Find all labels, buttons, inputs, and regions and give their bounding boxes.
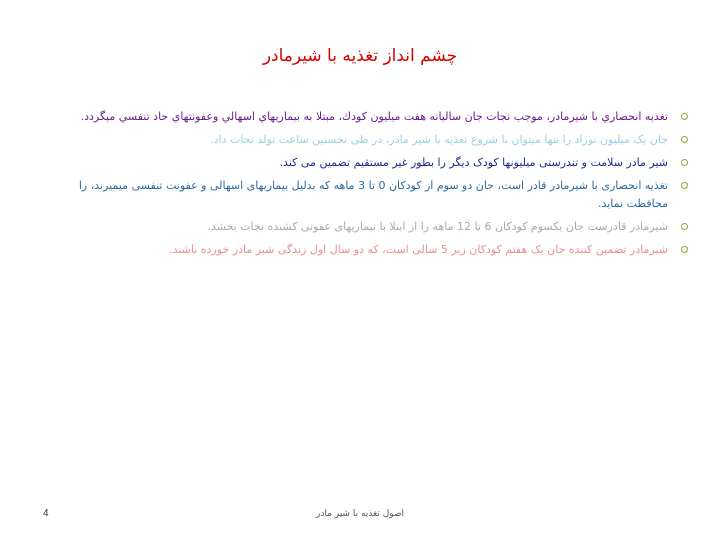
bullet-item [48,177,690,213]
hollow-circle-icon [681,246,688,253]
bullet-list [48,108,690,264]
hollow-circle-icon [681,136,688,143]
hollow-circle-icon [681,223,688,230]
bullet-text: جان یک میلیون نوزاد را تنها میتوان با شروع تغذیه با شیر مادر، در طی نخستین ساعت تولد نجات داد. [210,133,668,146]
hollow-circle-icon [681,182,688,189]
page-number: 4 [43,508,49,519]
bullet-item [48,218,690,236]
hollow-circle-icon [681,113,688,120]
footer-title: اصول تغذیه با شیر مادر [315,509,405,519]
bullet-item [48,154,690,172]
bullet-text: شیرمادر تضمین کننده جان یک هفتم کودکان زیر 5 سالی است، که دو سال اول زندگی شیر مادر خورده باشند. [169,243,668,256]
hollow-circle-icon [681,159,688,166]
bullet-item [48,108,690,126]
bullet-text: تغذیه انحصاری با شیرمادر قادر است، جان دو سوم از کودکان 0 تا 3 ماهه که بدلیل بیماریهای اسهالی و عفونت تنفسی میمیرند، را محافظت نماید. [78,179,668,210]
slide-title: چشم انداز تغذیه با شیرمادر [262,46,458,66]
bullet-item [48,131,690,149]
bullet-item [48,241,690,259]
bullet-text: تغذيه انحصاري با شيرمادر، موجب نجات جان ساليانه هفت ميليون كودك، مبتلا به بيماريهاي اسهالي وعفونتهاي حاد تنفسي ميگردد. [80,110,668,123]
bullet-text: شیرمادر قادرست جان یکسوم کودکان 6 تا 12 ماهه را از ابتلا با بیماریهای عفونی کشنده نجات بخشد. [207,220,668,233]
bullet-text: شیر مادر سلامت و تندرستی میلیونها کودک دیگر را بطور غیر مستقیم تضمین می کند. [279,156,668,169]
